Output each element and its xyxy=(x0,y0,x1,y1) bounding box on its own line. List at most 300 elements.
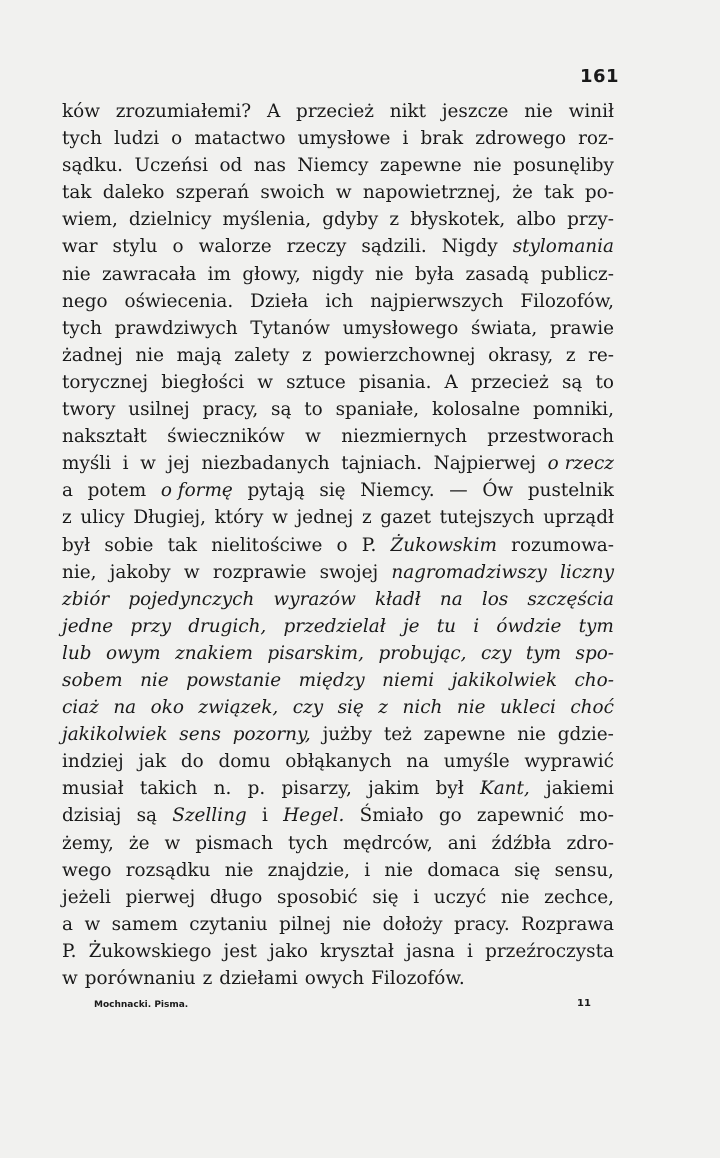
word: związek, xyxy=(198,697,279,719)
word: najpierwszych xyxy=(370,290,504,312)
word: głowy, xyxy=(242,263,301,285)
word: nakształt xyxy=(62,426,147,448)
word: okrasy, xyxy=(488,344,554,366)
word: tutejszych xyxy=(439,507,535,529)
word: ulicy xyxy=(80,507,125,529)
text-line xyxy=(62,914,614,941)
word: rozsądku xyxy=(125,859,211,881)
text-line xyxy=(62,209,614,236)
word: w xyxy=(183,561,200,583)
word: Filozofów, xyxy=(520,290,614,312)
word: Uczeńsi xyxy=(134,155,208,177)
word: jako xyxy=(269,940,308,962)
word: myślenia, xyxy=(222,209,312,231)
word: Tytanów xyxy=(250,317,330,339)
word: zbiór xyxy=(62,588,110,610)
word: oko xyxy=(150,697,184,719)
word: nie xyxy=(500,886,530,908)
word: p. xyxy=(247,778,266,800)
word: nie, xyxy=(62,561,97,583)
word: z xyxy=(378,697,388,719)
word: Żukowskiego xyxy=(88,940,212,962)
word: pytają xyxy=(247,480,305,502)
word: Hegel. xyxy=(283,805,345,827)
word: jest xyxy=(223,940,257,962)
word: takich xyxy=(139,778,198,800)
word: sądzili. xyxy=(361,236,427,258)
word: matactwo xyxy=(194,128,286,150)
word: przecież xyxy=(470,371,549,393)
word: rozprawie xyxy=(212,561,307,583)
word: sobie xyxy=(104,534,154,556)
word: sens xyxy=(179,724,221,746)
word: Długiej, xyxy=(133,507,206,529)
text-line xyxy=(62,128,614,155)
word: czytaniu xyxy=(189,913,268,935)
word: w xyxy=(164,832,181,854)
word: nie xyxy=(62,263,91,285)
word: myśli xyxy=(62,453,112,475)
word: świata, xyxy=(471,317,538,339)
word: Dzieła xyxy=(250,290,309,312)
word: powstanie xyxy=(186,669,282,691)
word: drugich, xyxy=(188,615,267,637)
text-line xyxy=(62,264,614,291)
word: na xyxy=(113,697,137,719)
word: swojej xyxy=(319,561,379,583)
text-line xyxy=(62,535,614,562)
word: biegłości xyxy=(161,371,245,393)
word: z xyxy=(361,507,372,529)
word: daleko xyxy=(102,182,165,204)
word: niemi xyxy=(382,669,435,691)
word: zechce, xyxy=(544,886,614,908)
text-line xyxy=(62,670,614,697)
text-line xyxy=(62,616,614,643)
word: nas xyxy=(253,155,286,177)
word: sposobić xyxy=(276,886,358,908)
word: nego xyxy=(62,290,108,312)
word: ówdzie xyxy=(496,615,562,637)
word: zdrowego xyxy=(475,128,567,150)
word: oświecenia. xyxy=(124,290,234,312)
text-line xyxy=(62,155,614,182)
word: potem xyxy=(87,480,147,502)
word: przedzielał xyxy=(283,615,386,637)
word: dzisiaj xyxy=(62,805,122,827)
word: go xyxy=(438,805,462,827)
text-line xyxy=(62,941,614,968)
word: jakim xyxy=(368,778,420,800)
word: się xyxy=(514,859,541,881)
word: Kant, xyxy=(479,778,530,800)
word: pismach xyxy=(195,832,273,854)
word: jakoby xyxy=(109,561,171,583)
word: powierzchownej xyxy=(324,344,476,366)
word: lub xyxy=(62,642,92,664)
word: znakiem xyxy=(175,642,253,664)
word: między xyxy=(298,669,365,691)
word: pracy. xyxy=(454,913,510,935)
word: jeszcze xyxy=(441,101,509,122)
word: niezmiernych xyxy=(341,426,467,448)
word: pisarskim, xyxy=(267,642,364,664)
word: porównaniu xyxy=(84,968,196,989)
word: jak xyxy=(138,751,167,773)
word: dziełami xyxy=(219,968,298,989)
word: indziej xyxy=(62,751,124,773)
word: się xyxy=(372,886,399,908)
word: jużby xyxy=(322,724,372,746)
word: że xyxy=(512,182,533,204)
text-line xyxy=(62,291,614,318)
word: był xyxy=(62,534,91,556)
word: tych xyxy=(288,832,328,854)
word: Śmiało xyxy=(359,805,424,827)
word: jakiemi xyxy=(546,778,614,800)
word: mo- xyxy=(579,805,614,827)
word: ków xyxy=(62,101,100,122)
word: Niemcy. xyxy=(360,480,435,502)
word: rzeczy xyxy=(286,236,347,258)
word: pierwej xyxy=(125,886,196,908)
word: czy xyxy=(480,642,512,664)
word: nie xyxy=(135,344,165,366)
word: z xyxy=(302,344,312,366)
text-line xyxy=(62,805,614,832)
word: ich xyxy=(325,290,354,312)
word: nich xyxy=(402,697,443,719)
word: była xyxy=(415,263,455,285)
word: jej xyxy=(167,453,190,475)
footer-title: Mochnacki. Pisma. xyxy=(94,1000,189,1010)
word: o xyxy=(172,236,184,258)
word: w xyxy=(335,182,352,204)
word: do xyxy=(180,751,204,773)
word: war xyxy=(62,236,98,258)
word: tych xyxy=(62,317,102,339)
word: nie xyxy=(342,913,372,935)
word: jakikolwiek xyxy=(62,724,168,746)
word: z xyxy=(565,344,576,366)
word: w xyxy=(272,507,288,529)
word: są xyxy=(136,805,157,827)
text-line xyxy=(62,101,614,128)
text-line xyxy=(62,968,614,995)
word: tym xyxy=(578,615,614,637)
word: w xyxy=(257,371,274,393)
word: albo xyxy=(516,209,557,231)
word: wyrazów xyxy=(273,588,356,610)
text-line xyxy=(62,860,614,887)
word: zapewne xyxy=(423,724,506,746)
word: pojedynczych xyxy=(128,588,255,610)
word: zalety xyxy=(234,344,290,366)
word: stylu xyxy=(112,236,158,258)
word: sobem xyxy=(62,669,123,691)
word: i xyxy=(402,128,409,150)
word: posunęliby xyxy=(513,155,614,177)
word: Filozofów. xyxy=(371,968,465,989)
word: na xyxy=(406,751,430,773)
word: im xyxy=(207,263,231,285)
word: tak xyxy=(167,534,198,556)
word: o rzecz xyxy=(547,453,614,475)
word: brak xyxy=(420,128,464,150)
word: długo xyxy=(209,886,263,908)
word: torycznej xyxy=(62,371,149,393)
word: kładł xyxy=(374,588,421,610)
word: prawdziwych xyxy=(114,317,238,339)
word: je xyxy=(402,615,420,637)
word: sztuce xyxy=(286,371,346,393)
word: przeźroczysta xyxy=(485,940,614,962)
text-line xyxy=(62,399,614,426)
word: nie xyxy=(140,669,169,691)
word: przecież xyxy=(296,101,374,122)
word: domu xyxy=(218,751,271,773)
word: publicz- xyxy=(540,263,614,285)
word: który xyxy=(214,507,264,529)
word: a xyxy=(62,913,73,935)
word: żemy, xyxy=(62,832,114,854)
word: pomniki, xyxy=(533,399,614,421)
word: prawie xyxy=(549,317,614,339)
page-number: 161 xyxy=(580,66,620,87)
word: jedne xyxy=(62,615,114,637)
word: spaniałe, xyxy=(335,399,420,421)
text-line xyxy=(62,887,614,914)
word: pozorny, xyxy=(232,724,311,746)
word: pisania. xyxy=(358,371,432,393)
word: błyskotek, xyxy=(410,209,506,231)
word: tu xyxy=(436,615,457,637)
word: wego xyxy=(62,859,112,881)
word: zrozumiałemi? xyxy=(115,101,252,122)
word: Najpierwej xyxy=(433,453,537,475)
word: dołoży xyxy=(382,913,443,935)
word: A xyxy=(444,371,458,393)
word: z xyxy=(202,968,213,989)
word: gazet xyxy=(380,507,431,529)
text-line xyxy=(62,751,614,778)
word: re- xyxy=(588,344,614,366)
body-text xyxy=(62,101,614,995)
word: umysłowego xyxy=(342,317,459,339)
word: dzielnicy xyxy=(128,209,212,231)
word: i xyxy=(473,615,480,637)
word: jednej xyxy=(296,507,354,529)
word: napowietrznej, xyxy=(362,182,502,204)
word: się xyxy=(319,480,346,502)
word: wyprawić xyxy=(524,751,614,773)
word: los xyxy=(481,588,509,610)
word: Niemcy xyxy=(297,155,369,177)
word: i xyxy=(261,805,268,827)
text-line xyxy=(62,643,614,670)
word: przestworach xyxy=(487,426,614,448)
word: nigdy xyxy=(312,263,364,285)
word: domaca xyxy=(427,859,500,881)
word: w xyxy=(84,913,101,935)
word: źdźbła xyxy=(491,832,552,854)
word: swoich xyxy=(260,182,325,204)
word: nie xyxy=(524,101,553,122)
text-line xyxy=(62,182,614,209)
word: twory xyxy=(62,399,116,421)
word: i xyxy=(413,886,420,908)
text-line xyxy=(62,372,614,399)
word: n. xyxy=(213,778,232,800)
word: z xyxy=(389,209,400,231)
word: z xyxy=(62,507,72,529)
word: Żukowskim xyxy=(390,534,497,556)
word: od xyxy=(219,155,243,177)
word: nikt xyxy=(389,101,427,122)
word: o xyxy=(171,128,183,150)
word: A xyxy=(266,101,281,122)
word: zapewne xyxy=(379,155,462,177)
word: w xyxy=(140,453,156,475)
word: Ów xyxy=(482,480,514,502)
word: to xyxy=(595,371,614,393)
word: o xyxy=(336,534,348,556)
word: się xyxy=(337,697,364,719)
text-line xyxy=(62,480,614,507)
word: — xyxy=(449,480,468,502)
word: P. xyxy=(62,940,77,962)
word: i xyxy=(364,859,371,881)
word: a xyxy=(62,480,73,502)
word: nie xyxy=(456,697,486,719)
word: pilnej xyxy=(279,913,332,935)
word: kolosalne xyxy=(432,399,521,421)
word: rozumowa- xyxy=(511,534,614,556)
text-line xyxy=(62,453,614,480)
word: tym xyxy=(525,642,562,664)
word: tak xyxy=(62,182,92,204)
word: po- xyxy=(584,182,614,204)
word: winił xyxy=(568,101,614,122)
word: nagromadziwszy xyxy=(391,561,547,583)
word: choć xyxy=(570,697,614,719)
text-line xyxy=(62,426,614,453)
text-line xyxy=(62,507,614,534)
word: jeżeli xyxy=(62,886,111,908)
word: są xyxy=(561,371,583,393)
word: ani xyxy=(447,832,477,854)
word: tych xyxy=(62,128,102,150)
word: uprządł xyxy=(543,507,614,529)
word: nie xyxy=(384,859,414,881)
word: zawracała xyxy=(101,263,197,285)
word: żadnej xyxy=(62,344,123,366)
word: w xyxy=(62,968,78,989)
word: ludzi xyxy=(114,128,160,150)
word: też xyxy=(383,724,412,746)
word: i xyxy=(467,940,473,962)
word: usilnej xyxy=(128,399,190,421)
word: jakikolwiek xyxy=(451,669,558,691)
word: wiem, xyxy=(62,209,118,231)
word: musiał xyxy=(62,778,124,800)
text-line xyxy=(62,697,614,724)
word: nie xyxy=(517,724,546,746)
word: że xyxy=(128,832,150,854)
word: mędrców, xyxy=(343,832,433,854)
word: probując, xyxy=(378,642,467,664)
word: szczęścia xyxy=(527,588,614,610)
text-line xyxy=(62,833,614,860)
word: niezbadanych xyxy=(201,453,330,475)
word: nie xyxy=(224,859,254,881)
word: jasna xyxy=(406,940,455,962)
footer-signature: 11 xyxy=(577,998,591,1009)
word: na xyxy=(439,588,463,610)
word: o formę xyxy=(160,480,233,502)
word: nielitościwe xyxy=(211,534,323,556)
word: zasadą xyxy=(465,263,530,285)
word: świeczników xyxy=(167,426,285,448)
word: znajdzie, xyxy=(267,859,350,881)
word: Rozprawa xyxy=(521,913,614,935)
word: liczny xyxy=(559,561,614,583)
word: są xyxy=(271,399,292,421)
word: Szelling xyxy=(172,805,247,827)
word: przy xyxy=(130,615,171,637)
word: pisarzy, xyxy=(281,778,352,800)
word: ukleci xyxy=(499,697,556,719)
text-line xyxy=(62,724,614,751)
word: owych xyxy=(304,968,365,989)
word: cho- xyxy=(574,669,614,691)
word: pustelnik xyxy=(527,480,614,502)
text-line xyxy=(62,345,614,372)
text-line xyxy=(62,778,614,805)
word: gdyby xyxy=(322,209,379,231)
word: P. xyxy=(361,534,377,556)
word: w xyxy=(305,426,321,448)
word: ciaż xyxy=(62,697,99,719)
word: tajniach. xyxy=(341,453,422,475)
word: to xyxy=(304,399,323,421)
word: zdro- xyxy=(566,832,614,854)
word: i xyxy=(122,453,129,475)
word: zapewnić xyxy=(476,805,564,827)
word: samem xyxy=(111,913,178,935)
word: sensu, xyxy=(554,859,614,881)
word: owym xyxy=(105,642,161,664)
word: pracy, xyxy=(202,399,259,421)
word: był xyxy=(435,778,464,800)
word: Nigdy xyxy=(441,236,498,258)
word: walorze xyxy=(198,236,272,258)
word: spo- xyxy=(575,642,614,664)
word: uczyć xyxy=(433,886,487,908)
word: mają xyxy=(176,344,222,366)
word: umysłowe xyxy=(297,128,391,150)
word: przy- xyxy=(567,209,614,231)
word: stylomania xyxy=(512,236,614,258)
word: czy xyxy=(292,697,324,719)
word: roz- xyxy=(578,128,614,150)
word: umyśle xyxy=(443,751,510,773)
word: nie xyxy=(375,263,404,285)
text-line xyxy=(62,589,614,616)
word: sądku. xyxy=(62,155,124,177)
text-line xyxy=(62,236,614,263)
word: szperań xyxy=(175,182,250,204)
